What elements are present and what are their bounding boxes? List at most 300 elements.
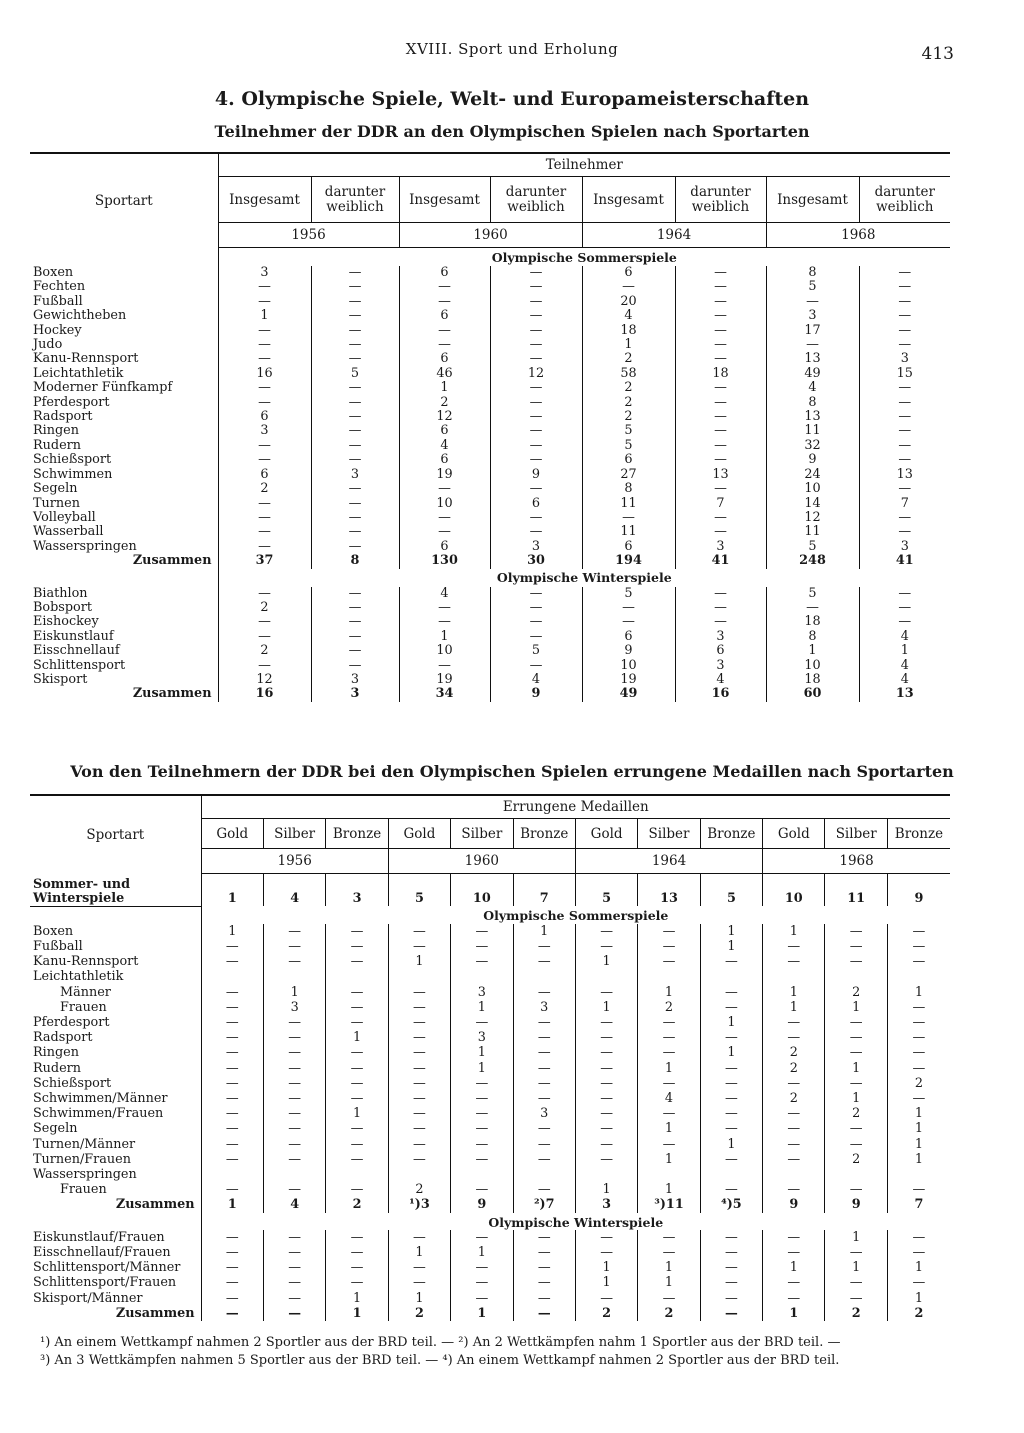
value-cell: —	[263, 1106, 325, 1121]
value-cell: —	[887, 1030, 950, 1045]
value-cell: —	[490, 396, 582, 410]
value-cell: 19	[399, 468, 490, 482]
value-cell: —	[490, 453, 582, 467]
value-cell: —	[201, 1106, 263, 1121]
value-cell: —	[763, 1106, 825, 1121]
value-cell: 1	[825, 1260, 887, 1275]
value-cell: —	[451, 1182, 513, 1197]
value-cell	[326, 969, 388, 984]
table-row	[30, 659, 950, 673]
value-cell: 6	[399, 309, 490, 323]
value-cell: 9	[490, 468, 582, 482]
table-row	[30, 410, 950, 424]
value-cell: —	[675, 338, 766, 352]
value-cell: 8	[766, 630, 859, 644]
sport-name: Bobsport	[33, 600, 93, 615]
value-cell: 11	[825, 874, 887, 907]
value-cell: —	[859, 309, 950, 323]
value-cell: —	[201, 1230, 263, 1245]
value-cell: 1	[638, 985, 700, 1000]
value-cell: —	[763, 1152, 825, 1167]
value-cell: 5	[766, 587, 859, 601]
value-cell: —	[575, 1061, 637, 1076]
value-cell: —	[451, 1260, 513, 1275]
value-cell: 27	[582, 468, 675, 482]
table-row	[30, 396, 950, 410]
col-insgesamt: Insgesamt	[582, 177, 675, 223]
value-cell: —	[311, 352, 399, 366]
table-row	[30, 295, 950, 309]
value-cell: —	[887, 1061, 950, 1076]
value-cell: —	[399, 482, 490, 496]
value-cell: —	[700, 1121, 762, 1136]
value-cell: 1	[700, 924, 762, 939]
sport-name: Zusammen	[132, 554, 212, 569]
value-cell: —	[263, 1030, 325, 1045]
value-cell: —	[399, 280, 490, 294]
value-cell: 1	[388, 1245, 450, 1260]
value-cell: 2	[825, 1306, 887, 1321]
value-cell: —	[451, 1121, 513, 1136]
col-insgesamt: Insgesamt	[399, 177, 490, 223]
sport-name: Frauen	[60, 999, 107, 1015]
value-cell: 2	[399, 396, 490, 410]
value-cell: —	[700, 1182, 762, 1197]
value-cell: —	[582, 615, 675, 629]
value-cell: —	[825, 1045, 887, 1060]
value-cell: 1	[201, 874, 263, 907]
section-row	[30, 569, 950, 587]
value-cell: 1	[700, 1045, 762, 1060]
value-cell: 9	[766, 453, 859, 467]
table-row	[30, 1121, 950, 1136]
value-cell	[201, 1167, 263, 1182]
sport-name: Schießsport	[33, 1075, 112, 1091]
value-cell: 1	[326, 1306, 388, 1321]
value-cell: —	[399, 324, 490, 338]
value-cell	[513, 969, 575, 984]
sport-name: Zusammen	[115, 1305, 195, 1321]
value-cell: —	[513, 1121, 575, 1136]
value-cell: 10	[763, 874, 825, 907]
year-header: 1964	[575, 849, 762, 874]
value-cell: —	[490, 295, 582, 309]
value-cell: —	[490, 352, 582, 366]
value-cell: 2	[825, 1152, 887, 1167]
value-cell: 4	[399, 439, 490, 453]
value-cell: 9	[887, 874, 950, 907]
total-row	[30, 1197, 950, 1212]
value-cell: 3	[263, 1000, 325, 1015]
value-cell: —	[638, 1045, 700, 1060]
value-cell: 1	[218, 309, 311, 323]
value-cell: —	[575, 1291, 637, 1306]
value-cell: 10	[399, 644, 490, 658]
value-cell: —	[263, 1015, 325, 1030]
col-silber: Silber	[263, 819, 325, 849]
section-row	[30, 906, 950, 924]
value-cell: —	[513, 1182, 575, 1197]
value-cell: —	[388, 1061, 450, 1076]
value-cell: 2	[582, 396, 675, 410]
value-cell: 12	[218, 673, 311, 687]
value-cell: —	[388, 1045, 450, 1060]
value-cell: 3	[311, 687, 399, 701]
table-row	[30, 482, 950, 496]
value-cell: 3	[675, 540, 766, 554]
value-cell: —	[263, 1121, 325, 1136]
sport-name: Skisport	[33, 672, 88, 687]
value-cell: —	[513, 1260, 575, 1275]
value-cell: 58	[582, 367, 675, 381]
value-cell: 4	[638, 1091, 700, 1106]
sport-name: Turnen/Frauen	[33, 1151, 131, 1167]
value-cell	[700, 969, 762, 984]
value-cell: —	[887, 924, 950, 939]
value-cell: —	[513, 1245, 575, 1260]
section-winter: Olympische Winterspiele	[201, 1213, 950, 1230]
value-cell: —	[388, 939, 450, 954]
table-row	[30, 1245, 950, 1260]
value-cell: —	[218, 659, 311, 673]
table-row	[30, 939, 950, 954]
value-cell: 2	[763, 1091, 825, 1106]
value-cell: —	[263, 924, 325, 939]
value-cell: —	[263, 1061, 325, 1076]
value-cell: 1	[451, 1045, 513, 1060]
value-cell: 4	[582, 309, 675, 323]
value-cell: —	[887, 1245, 950, 1260]
value-cell: —	[575, 1245, 637, 1260]
table-row	[30, 615, 950, 629]
value-cell: —	[675, 511, 766, 525]
value-cell: —	[201, 1275, 263, 1290]
value-cell: —	[859, 295, 950, 309]
value-cell: —	[388, 985, 450, 1000]
year-header: 1968	[766, 223, 950, 248]
value-cell: —	[201, 939, 263, 954]
value-cell: —	[825, 1030, 887, 1045]
value-cell: 3	[859, 352, 950, 366]
value-cell: —	[388, 1015, 450, 1030]
value-cell: —	[763, 1275, 825, 1290]
value-cell: 11	[766, 525, 859, 539]
value-cell: —	[451, 1076, 513, 1091]
value-cell	[513, 1167, 575, 1182]
value-cell	[825, 969, 887, 984]
value-cell	[388, 1167, 450, 1182]
table-row	[30, 1182, 950, 1197]
value-cell: —	[763, 1137, 825, 1152]
value-cell: —	[859, 511, 950, 525]
value-cell: 37	[218, 554, 311, 568]
value-cell: —	[201, 1260, 263, 1275]
table-row	[30, 1091, 950, 1106]
value-cell: —	[513, 1061, 575, 1076]
value-cell: 1	[638, 1182, 700, 1197]
value-cell: 9	[763, 1197, 825, 1212]
year-header: 1960	[388, 849, 575, 874]
value-cell: 13	[859, 687, 950, 701]
value-cell: —	[675, 453, 766, 467]
value-cell: 1	[326, 1291, 388, 1306]
value-cell: —	[675, 381, 766, 395]
value-cell: —	[859, 587, 950, 601]
value-cell: —	[201, 1291, 263, 1306]
value-cell: —	[825, 924, 887, 939]
value-cell: 1	[700, 1137, 762, 1152]
value-cell: 6	[582, 630, 675, 644]
value-cell: 5	[311, 367, 399, 381]
value-cell: 3	[326, 874, 388, 907]
value-cell: —	[326, 1137, 388, 1152]
table-row	[30, 1137, 950, 1152]
value-cell: 1	[763, 985, 825, 1000]
value-cell: 3	[218, 266, 311, 280]
value-cell: 2	[218, 601, 311, 615]
value-cell: —	[638, 1076, 700, 1091]
sport-name: Eishockey	[33, 615, 99, 630]
table-row	[30, 352, 950, 366]
value-cell: 13	[766, 410, 859, 424]
value-cell: —	[218, 352, 311, 366]
value-cell: —	[763, 954, 825, 969]
value-cell: 14	[766, 497, 859, 511]
table-row	[30, 1076, 950, 1091]
sport-name: Wasserspringen	[33, 1166, 137, 1182]
value-cell: —	[575, 1137, 637, 1152]
value-cell: —	[490, 630, 582, 644]
table-row	[30, 1045, 950, 1060]
value-cell: —	[763, 1245, 825, 1260]
value-cell: 1	[887, 1152, 950, 1167]
sport-name: Moderner Fünfkampf	[33, 381, 173, 396]
value-cell: 1	[638, 1061, 700, 1076]
value-cell: 11	[766, 424, 859, 438]
value-cell: 2	[326, 1197, 388, 1212]
value-cell: —	[311, 381, 399, 395]
col-bronze: Bronze	[700, 819, 762, 849]
value-cell: 16	[675, 687, 766, 701]
value-cell: —	[201, 1121, 263, 1136]
value-cell: 18	[766, 673, 859, 687]
value-cell: 1	[825, 1230, 887, 1245]
value-cell: —	[859, 615, 950, 629]
value-cell: ¹)3	[388, 1197, 450, 1212]
value-cell: —	[263, 1260, 325, 1275]
value-cell: —	[575, 939, 637, 954]
value-cell: —	[311, 439, 399, 453]
value-cell: —	[700, 1152, 762, 1167]
value-cell: 13	[766, 352, 859, 366]
value-cell: 4	[859, 630, 950, 644]
value-cell: —	[700, 1260, 762, 1275]
value-cell: —	[675, 266, 766, 280]
value-cell: 8	[582, 482, 675, 496]
value-cell: 7	[513, 874, 575, 907]
value-cell: —	[388, 1076, 450, 1091]
value-cell: 3	[859, 540, 950, 554]
value-cell: —	[388, 1091, 450, 1106]
value-cell: —	[451, 1152, 513, 1167]
value-cell: 1	[575, 1182, 637, 1197]
value-cell: —	[638, 1015, 700, 1030]
value-cell: 5	[582, 587, 675, 601]
value-cell: 5	[575, 874, 637, 907]
value-cell: —	[887, 1091, 950, 1106]
value-cell: —	[326, 1045, 388, 1060]
sport-name: Schwimmen/Frauen	[33, 1106, 164, 1122]
value-cell: —	[700, 1091, 762, 1106]
value-cell	[388, 969, 450, 984]
value-cell: 10	[399, 497, 490, 511]
value-cell: —	[887, 954, 950, 969]
value-cell: —	[763, 1015, 825, 1030]
col-sportart: Sportart	[30, 153, 218, 248]
value-cell: 4	[490, 673, 582, 687]
table-row	[30, 266, 950, 280]
value-cell: 4	[859, 659, 950, 673]
value-cell: 13	[675, 468, 766, 482]
value-cell: —	[326, 954, 388, 969]
value-cell: 1	[887, 985, 950, 1000]
sport-name: Skisport/Männer	[33, 1290, 143, 1306]
value-cell: 6	[675, 644, 766, 658]
value-cell: —	[326, 1182, 388, 1197]
table-row	[30, 1000, 950, 1015]
value-cell: 3	[513, 1106, 575, 1121]
value-cell: —	[218, 381, 311, 395]
value-cell: 6	[582, 540, 675, 554]
value-cell: —	[201, 1182, 263, 1197]
value-cell: —	[700, 1275, 762, 1290]
col-bronze: Bronze	[513, 819, 575, 849]
value-cell: 34	[399, 687, 490, 701]
sport-name: Pferdesport	[33, 1014, 110, 1030]
value-cell: —	[263, 1076, 325, 1091]
value-cell: —	[700, 1076, 762, 1091]
group-teilnehmer: Teilnehmer	[218, 153, 950, 177]
value-cell: —	[859, 396, 950, 410]
value-cell: —	[326, 924, 388, 939]
sport-name: Volleyball	[33, 510, 96, 525]
value-cell: —	[201, 1045, 263, 1060]
table2-caption: Von den Teilnehmern der DDR bei den Olympischen Spielen errungene Medaillen nach Sportarten	[70, 762, 954, 781]
table-row	[30, 1015, 950, 1030]
col-darunter-weiblich: darunter weiblich	[675, 177, 766, 223]
value-cell: —	[513, 1275, 575, 1290]
value-cell: 1	[575, 1275, 637, 1290]
value-cell: —	[675, 482, 766, 496]
value-cell: —	[311, 525, 399, 539]
value-cell: —	[490, 511, 582, 525]
value-cell: —	[399, 525, 490, 539]
value-cell: —	[388, 1230, 450, 1245]
value-cell: 46	[399, 367, 490, 381]
value-cell: 1	[451, 1245, 513, 1260]
value-cell: 1	[575, 1000, 637, 1015]
value-cell: 1	[859, 644, 950, 658]
year-header: 1964	[582, 223, 766, 248]
value-cell: —	[201, 1137, 263, 1152]
value-cell: 9	[451, 1197, 513, 1212]
value-cell: 6	[490, 497, 582, 511]
value-cell: 3	[451, 985, 513, 1000]
value-cell: —	[575, 985, 637, 1000]
value-cell: —	[201, 1091, 263, 1106]
value-cell: —	[582, 280, 675, 294]
col-insgesamt: Insgesamt	[218, 177, 311, 223]
value-cell: —	[311, 615, 399, 629]
value-cell: 2	[825, 985, 887, 1000]
value-cell	[326, 1167, 388, 1182]
value-cell: —	[700, 1030, 762, 1045]
value-cell: —	[887, 939, 950, 954]
value-cell: —	[218, 630, 311, 644]
col-bronze: Bronze	[326, 819, 388, 849]
value-cell: —	[201, 1076, 263, 1091]
value-cell: 1	[763, 924, 825, 939]
value-cell: 5	[490, 644, 582, 658]
value-cell: 1	[399, 381, 490, 395]
value-cell: —	[201, 1015, 263, 1030]
value-cell: ⁴)5	[700, 1197, 762, 1212]
value-cell: 1	[638, 1275, 700, 1290]
value-cell: 2	[582, 410, 675, 424]
value-cell: —	[326, 1121, 388, 1136]
year-header: 1956	[201, 849, 388, 874]
sport-name: Ringen	[33, 424, 79, 439]
value-cell: 2	[638, 1000, 700, 1015]
value-cell: 1	[887, 1137, 950, 1152]
value-cell	[700, 1167, 762, 1182]
value-cell: —	[451, 1015, 513, 1030]
table-row	[30, 924, 950, 939]
sport-name: Schwimmen	[33, 467, 113, 482]
value-cell	[451, 969, 513, 984]
value-cell: —	[490, 324, 582, 338]
value-cell: —	[859, 280, 950, 294]
value-cell: —	[763, 1076, 825, 1091]
sport-name: Sommer- und Winterspiele	[30, 874, 201, 907]
value-cell: 6	[399, 453, 490, 467]
year-header: 1960	[399, 223, 582, 248]
value-cell: —	[513, 954, 575, 969]
value-cell	[825, 1167, 887, 1182]
value-cell: 3	[490, 540, 582, 554]
value-cell: 8	[311, 554, 399, 568]
value-cell	[638, 1167, 700, 1182]
value-cell: —	[218, 439, 311, 453]
value-cell: —	[766, 338, 859, 352]
col-darunter-weiblich: darunter weiblich	[859, 177, 950, 223]
value-cell: 1	[388, 954, 450, 969]
table-row	[30, 280, 950, 294]
table-row	[30, 1230, 950, 1245]
col-insgesamt: Insgesamt	[766, 177, 859, 223]
value-cell: —	[388, 1000, 450, 1015]
table1-caption: Teilnehmer der DDR an den Olympischen Spielen nach Sportarten	[214, 122, 810, 141]
value-cell: —	[201, 954, 263, 969]
value-cell: 4	[766, 381, 859, 395]
value-cell: 1	[763, 1306, 825, 1321]
sport-name: Wasserspringen	[33, 539, 137, 554]
value-cell: —	[490, 266, 582, 280]
value-cell: —	[825, 1137, 887, 1152]
value-cell: —	[675, 396, 766, 410]
value-cell: —	[638, 1291, 700, 1306]
value-cell: —	[388, 1275, 450, 1290]
